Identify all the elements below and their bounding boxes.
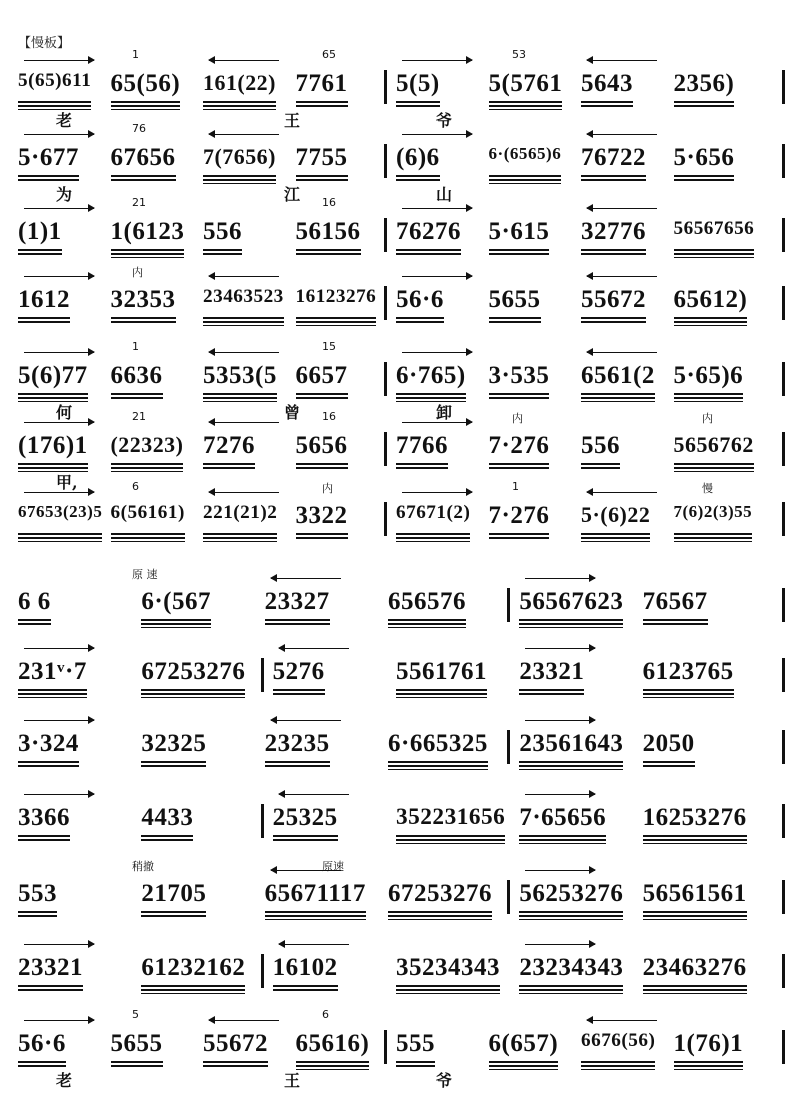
note-group: 553 xyxy=(18,880,57,908)
note-group: 352231656 xyxy=(396,804,505,831)
slur-arrow xyxy=(24,794,94,795)
note-group: 3366 xyxy=(18,804,70,832)
bar-line xyxy=(782,804,785,838)
bar-line xyxy=(384,144,387,178)
note-group: 231ᵛ·7 xyxy=(18,658,87,686)
slur-arrow xyxy=(209,276,279,277)
bar-line xyxy=(261,804,264,838)
lyric-char: 王 xyxy=(284,111,301,130)
note-group: 56567623 xyxy=(519,588,623,616)
slur-arrow xyxy=(209,422,279,423)
slur-arrow xyxy=(402,352,472,353)
slur-arrow xyxy=(271,578,341,579)
bar-line xyxy=(384,362,387,396)
note-group: 56·6 xyxy=(396,286,444,314)
lyric-char: 甲, xyxy=(56,473,78,492)
note-group: 6·(567 xyxy=(141,588,211,616)
notation-row xyxy=(18,566,788,636)
note-group: 6657 xyxy=(296,362,348,390)
slur-arrow xyxy=(209,352,279,353)
note-group: 76567 xyxy=(643,588,708,616)
slur-arrow xyxy=(24,648,94,649)
note-group: 32353 xyxy=(111,286,176,314)
slur-arrow xyxy=(587,1020,657,1021)
annotation-mark: 5 xyxy=(132,1008,139,1021)
notation-row xyxy=(18,48,788,130)
note-group: 6(657) xyxy=(489,1030,559,1058)
slur-arrow xyxy=(525,720,595,721)
slur-arrow xyxy=(402,422,472,423)
slur-arrow xyxy=(24,1020,94,1021)
note-group: 6·765) xyxy=(396,362,466,390)
bar-line xyxy=(782,432,785,466)
note-group: 6 6 xyxy=(18,588,51,616)
annotation-mark: 21 xyxy=(132,410,146,423)
annotation-mark: 内 xyxy=(512,412,523,425)
note-group: 7·65656 xyxy=(519,804,606,832)
bar-line xyxy=(384,432,387,466)
note-group: 55672 xyxy=(203,1030,268,1058)
notation-row xyxy=(18,410,788,492)
slur-arrow xyxy=(209,60,279,61)
lyric-char: 王 xyxy=(284,1071,301,1090)
bar-line xyxy=(782,730,785,764)
bar-line xyxy=(384,70,387,104)
note-group: 5276 xyxy=(273,658,325,686)
bar-line xyxy=(507,880,510,914)
slur-arrow xyxy=(402,134,472,135)
note-group: 32325 xyxy=(141,730,206,758)
notation-row xyxy=(18,264,788,334)
note-group: 16102 xyxy=(273,954,338,982)
note-group: (6)6 xyxy=(396,144,440,172)
annotation-mark: 15 xyxy=(322,340,336,353)
lyric-char: 老 xyxy=(56,111,73,130)
note-group: 55672 xyxy=(581,286,646,314)
slur-arrow xyxy=(24,352,94,353)
note-group: 5353(5 xyxy=(203,362,277,390)
note-group: 5(5) xyxy=(396,70,440,98)
annotation-mark: 1 xyxy=(132,48,139,61)
note-group: (22323) xyxy=(111,432,184,458)
notation-row xyxy=(18,196,788,266)
slur-arrow xyxy=(587,134,657,135)
slur-arrow xyxy=(209,1020,279,1021)
annotation-mark: 稍撤 xyxy=(132,860,154,873)
slur-arrow xyxy=(525,578,595,579)
bar-line xyxy=(261,954,264,988)
note-group: 67253276 xyxy=(388,880,492,908)
note-group: (176)1 xyxy=(18,432,88,460)
note-group: 5656762 xyxy=(674,432,754,458)
note-group: 76722 xyxy=(581,144,646,172)
bar-line xyxy=(782,588,785,622)
annotation-mark: 76 xyxy=(132,122,146,135)
bar-line xyxy=(782,1030,785,1064)
note-group: 65(56) xyxy=(111,70,181,98)
note-group: 161(22) xyxy=(203,70,276,96)
notation-row xyxy=(18,932,788,1002)
annotation-mark: 内 xyxy=(702,412,713,425)
slur-arrow xyxy=(525,648,595,649)
slur-arrow xyxy=(587,492,657,493)
note-group: 7755 xyxy=(296,144,348,172)
note-group: 65671117 xyxy=(265,880,366,908)
note-group: 76276 xyxy=(396,218,461,246)
bar-line xyxy=(782,880,785,914)
note-group: 5643 xyxy=(581,70,633,98)
slur-arrow xyxy=(24,720,94,721)
note-group: 23235 xyxy=(265,730,330,758)
bar-line xyxy=(782,362,785,396)
note-group: 1(6123 xyxy=(111,218,185,246)
note-group: 25325 xyxy=(273,804,338,832)
note-group: 56567656 xyxy=(674,218,755,240)
note-group: 67653(23)5 xyxy=(18,502,102,522)
bar-line xyxy=(384,286,387,320)
slur-arrow xyxy=(525,794,595,795)
note-group: 23463523 xyxy=(203,286,284,308)
note-group: 5561761 xyxy=(396,658,487,686)
note-group: 2050 xyxy=(643,730,695,758)
note-group: 5655 xyxy=(111,1030,163,1058)
annotation-mark: 16 xyxy=(322,410,336,423)
note-group: 7(6)2(3)55 xyxy=(674,502,753,522)
note-group: 16123276 xyxy=(296,286,377,308)
note-group: 23561643 xyxy=(519,730,623,758)
note-group: 35234343 xyxy=(396,954,500,982)
lyric-char: 江 xyxy=(284,185,301,204)
note-group: 221(21)2 xyxy=(203,502,277,524)
note-group: 65616) xyxy=(296,1030,370,1058)
note-group: 56253276 xyxy=(519,880,623,908)
note-group: 1612 xyxy=(18,286,70,314)
note-group: 23321 xyxy=(18,954,83,982)
slur-arrow xyxy=(24,134,94,135)
note-group: 56561561 xyxy=(643,880,747,908)
bar-line xyxy=(507,588,510,622)
annotation-mark: 6 xyxy=(322,1008,329,1021)
annotation-mark: 1 xyxy=(132,340,139,353)
slur-arrow xyxy=(402,60,472,61)
slur-arrow xyxy=(587,276,657,277)
lyric-char: 为 xyxy=(56,185,73,204)
bar-line xyxy=(384,1030,387,1064)
note-group: 23327 xyxy=(265,588,330,616)
slur-arrow xyxy=(24,276,94,277)
bar-line xyxy=(782,70,785,104)
note-group: 2356) xyxy=(674,70,735,98)
slur-arrow xyxy=(209,492,279,493)
lyric-char: 何 xyxy=(56,403,73,422)
note-group: 7761 xyxy=(296,70,348,98)
note-group: 7276 xyxy=(203,432,255,460)
bar-line xyxy=(384,218,387,252)
slur-arrow xyxy=(525,870,595,871)
note-group: 556 xyxy=(581,432,620,460)
note-group: 56·6 xyxy=(18,1030,66,1058)
slur-arrow xyxy=(587,208,657,209)
note-group: 61232162 xyxy=(141,954,245,982)
note-group: 556 xyxy=(203,218,242,246)
note-group: 5(65)611 xyxy=(18,70,91,92)
note-group: 56156 xyxy=(296,218,361,246)
notation-row xyxy=(18,1008,788,1090)
note-group: 67671(2) xyxy=(396,502,470,524)
annotation-mark: 1 xyxy=(512,480,519,493)
note-group: 21705 xyxy=(141,880,206,908)
lyric-char: 爷 xyxy=(436,111,453,130)
annotation-mark: 慢 xyxy=(702,482,713,495)
slur-arrow xyxy=(525,944,595,945)
note-group: 32776 xyxy=(581,218,646,246)
annotation-mark: 16 xyxy=(322,196,336,209)
note-group: 4433 xyxy=(141,804,193,832)
lyric-char: 曾 xyxy=(284,403,301,422)
slur-arrow xyxy=(279,794,349,795)
note-group: 5655 xyxy=(489,286,541,314)
slur-arrow xyxy=(587,352,657,353)
note-group: 3·535 xyxy=(489,362,550,390)
note-group: 5656 xyxy=(296,432,348,460)
lyric-char: 爷 xyxy=(436,1071,453,1090)
note-group: 5·615 xyxy=(489,218,550,246)
lyric-char: 老 xyxy=(56,1071,73,1090)
notation-row xyxy=(18,480,788,550)
bar-line xyxy=(261,658,264,692)
note-group: 6636 xyxy=(111,362,163,390)
bar-line xyxy=(782,502,785,536)
note-group: 23321 xyxy=(519,658,584,686)
bar-line xyxy=(384,502,387,536)
note-group: 1(76)1 xyxy=(674,1030,744,1058)
note-group: 6(56161) xyxy=(111,502,185,524)
slur-arrow xyxy=(24,208,94,209)
slur-arrow xyxy=(271,720,341,721)
note-group: 5·(6)22 xyxy=(581,502,650,528)
note-group: 67656 xyxy=(111,144,176,172)
note-group: 555 xyxy=(396,1030,435,1058)
note-group: 7·276 xyxy=(489,432,550,460)
annotation-mark: 21 xyxy=(132,196,146,209)
note-group: 6123765 xyxy=(643,658,734,686)
note-group: 656576 xyxy=(388,588,466,616)
bar-line xyxy=(782,954,785,988)
annotation-mark: 53 xyxy=(512,48,526,61)
note-group: 6·(6565)6 xyxy=(489,144,562,164)
note-group: 5(6)77 xyxy=(18,362,88,390)
note-group: 23463276 xyxy=(643,954,747,982)
slur-arrow xyxy=(402,492,472,493)
note-group: 7(7656) xyxy=(203,144,276,170)
slur-arrow xyxy=(24,422,94,423)
annotation-mark: 6 xyxy=(132,480,139,493)
bar-line xyxy=(782,144,785,178)
note-group: 23234343 xyxy=(519,954,623,982)
slur-arrow xyxy=(279,944,349,945)
notation-row xyxy=(18,782,788,852)
bar-line xyxy=(782,286,785,320)
note-group: 7766 xyxy=(396,432,448,460)
slur-arrow xyxy=(24,944,94,945)
slur-arrow xyxy=(587,60,657,61)
slur-arrow xyxy=(402,276,472,277)
bar-line xyxy=(782,218,785,252)
note-group: 65612) xyxy=(674,286,748,314)
note-group: 5(5761 xyxy=(489,70,563,98)
slur-arrow xyxy=(402,208,472,209)
slur-arrow xyxy=(279,648,349,649)
notation-row xyxy=(18,636,788,706)
tempo-marking: 【慢板】 xyxy=(18,36,71,51)
note-group: 6676(56) xyxy=(581,1030,655,1052)
slur-arrow xyxy=(24,60,94,61)
note-group: 16253276 xyxy=(643,804,747,832)
note-group: 5·656 xyxy=(674,144,735,172)
note-group: 3322 xyxy=(296,502,348,530)
note-group: 6·665325 xyxy=(388,730,488,758)
note-group: 5·677 xyxy=(18,144,79,172)
bar-line xyxy=(507,730,510,764)
note-group: (1)1 xyxy=(18,218,62,246)
note-group: 67253276 xyxy=(141,658,245,686)
notation-row xyxy=(18,858,788,928)
notation-row xyxy=(18,708,788,778)
annotation-mark: 原 速 xyxy=(132,568,158,581)
annotation-mark: 65 xyxy=(322,48,336,61)
annotation-mark: 内 xyxy=(132,266,143,279)
lyric-char: 卸 xyxy=(436,403,453,422)
annotation-mark: 内 xyxy=(322,482,333,495)
slur-arrow xyxy=(24,492,94,493)
slur-arrow xyxy=(209,134,279,135)
note-group: 6561(2 xyxy=(581,362,655,390)
note-group: 7·276 xyxy=(489,502,550,530)
lyric-char: 山 xyxy=(436,185,453,204)
bar-line xyxy=(782,658,785,692)
note-group: 5·65)6 xyxy=(674,362,744,390)
note-group: 3·324 xyxy=(18,730,79,758)
annotation-mark: 原速 xyxy=(322,860,344,873)
